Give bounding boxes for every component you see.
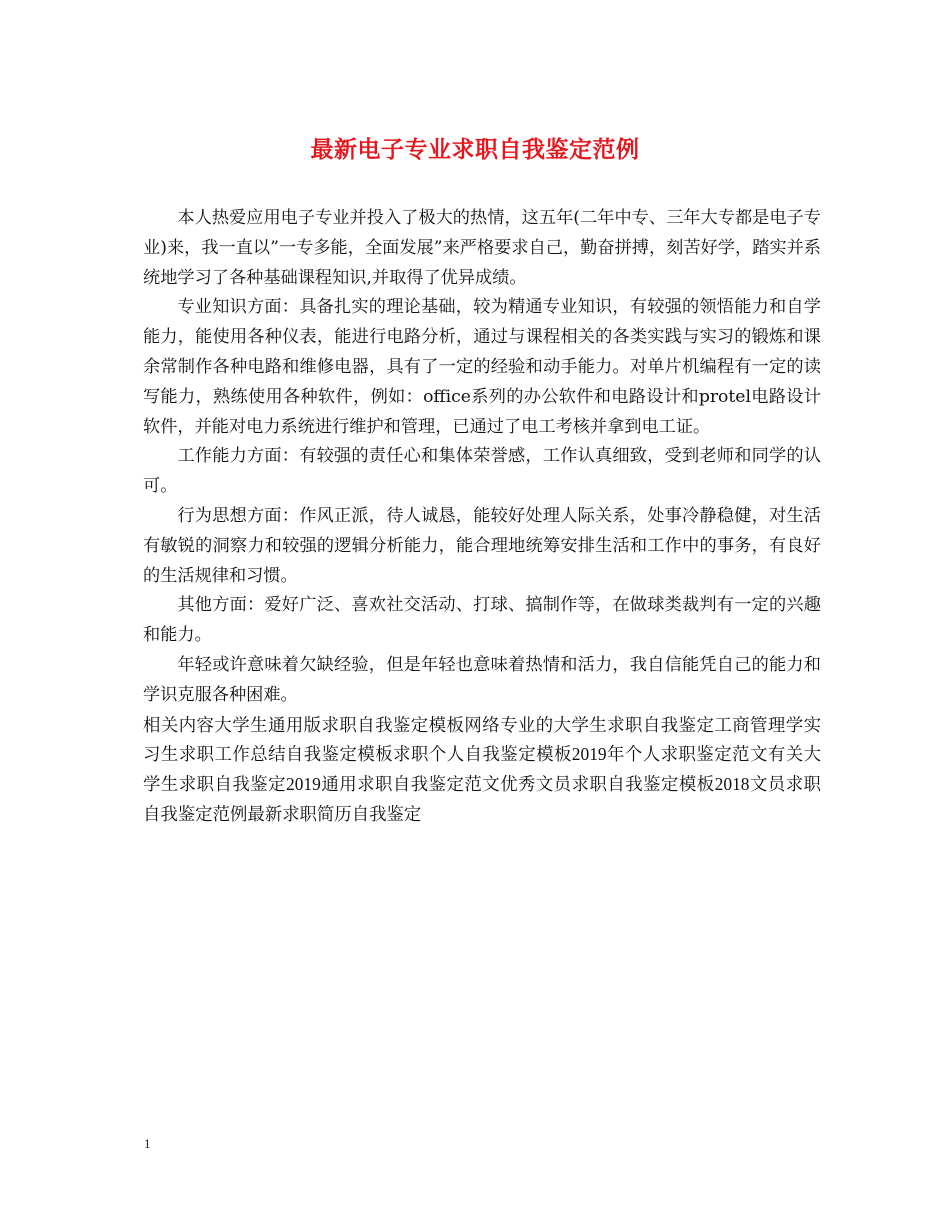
paragraph-work-ability: 工作能力方面：有较强的责任心和集体荣誉感，工作认真细致，受到老师和同学的认可。 (143, 446, 821, 497)
document-body (143, 204, 821, 830)
paragraph-conduct: 行为思想方面：作风正派，待人诚恳，能较好处理人际关系，处事冷静稳健，对生活有敏锐的洞察力和较强的逻辑分析能力，能合理地统筹安排生活和工作中的事务，有良好的生活规律和习惯。 (143, 505, 821, 586)
paragraph-professional-knowledge: 专业知识方面：具备扎实的理论基础，较为精通专业知识，有较强的领悟能力和自学能力，能使用各种仪表，能进行电路分析，通过与课程相关的各类实践与实习的锻炼和课余常制作各种电路和维修电器，具有了一定的经验和动手能力。对单片机编程有一定的读写能力，熟练使用各种软件，例如：office系列的办公软件和电路设计和protel电路设计软件，并能对电力系统进行维护和管理，已通过了电工考核并拿到电工证。 (143, 297, 821, 437)
document-title: 最新电子专业求职自我鉴定范例 (310, 136, 640, 163)
paragraph-intro: 本人热爱应用电子专业并投入了极大的热情，这五年(二年中专、三年大专都是电子专业)来，我一直以”一专多能，全面发展”来严格要求自己，勤奋拼搏，刻苦好学，踏实并系统地学习了各种基础课程知识,并取得了优异成绩。 (143, 208, 821, 288)
related-content: 相关内容大学生通用版求职自我鉴定模板网络专业的大学生求职自我鉴定工商管理学实习生求职工作总结自我鉴定模板求职个人自我鉴定模板2019年个人求职鉴定范文有关大学生求职自我鉴定2019通用求职自我鉴定范文优秀文员求职自我鉴定模板2018文员求职自我鉴定范例最新求职简历自我鉴定 (143, 714, 821, 824)
page-number: 1 (144, 1136, 151, 1151)
paragraph-other: 其他方面：爱好广泛、喜欢社交活动、打球、搞制作等，在做球类裁判有一定的兴趣和能力。 (143, 595, 821, 646)
paragraph-conclusion: 年轻或许意味着欠缺经验，但是年轻也意味着热情和活力，我自信能凭自己的能力和学识克服各种困难。 (143, 654, 821, 705)
